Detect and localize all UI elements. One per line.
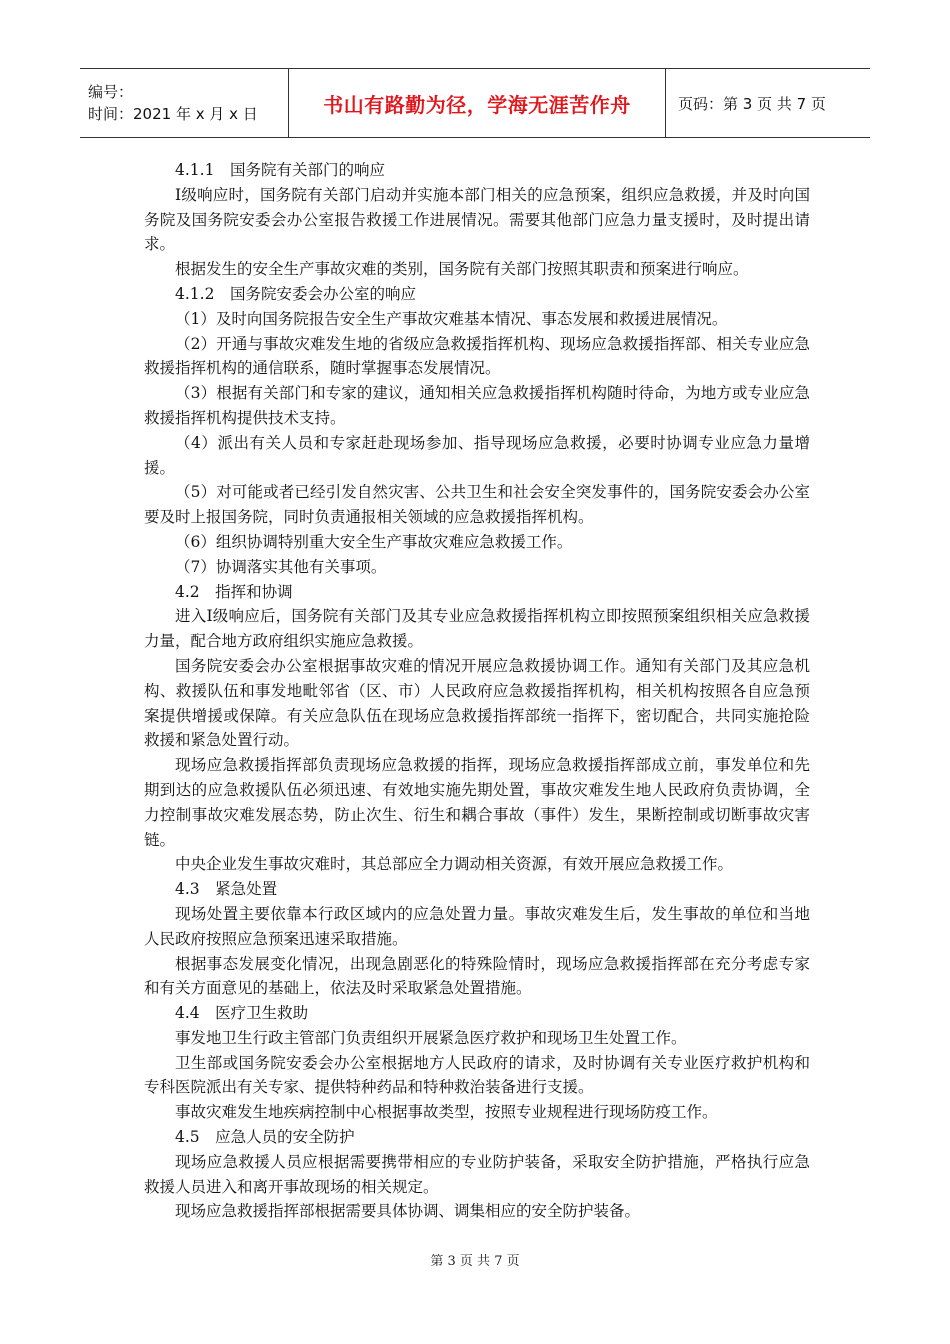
paragraph: 现场应急救援指挥部负责现场应急救援的指挥，现场应急救援指挥部成立前，事发单位和先期到达的应急救援队伍必须迅速、有效地实施先期处置，事故灾难发生地人民政府负责协调，全力控制事故灾难发展态势，防止次生、衍生和耦合事故（事件）发生，果断控制或切断事故灾害链。	[144, 756, 810, 849]
page-header	[80, 68, 870, 138]
header-motto: 书山有路勤为径，学海无涯苦作舟	[323, 92, 631, 117]
paragraph: 国务院安委会办公室根据事故灾难的情况开展应急救援协调工作。通知有关部门及其应急机构、救援队伍和事发地毗邻省（区、市）人民政府应急救援指挥机构，相关机构按照各自应急预案提供增援或保障。有关应急队伍在现场应急救援指挥部统一指挥下，密切配合，共同实施抢险救援和紧急处置行动。	[144, 656, 810, 750]
section-heading: 4.5 应急人员的安全防护	[175, 1128, 355, 1147]
paragraph: 根据事态发展变化情况，出现急剧恶化的特殊险情时，现场应急救援指挥部在充分考虑专家和有关方面意见的基础上，依法及时采取紧急处置措施。	[144, 954, 810, 998]
list-item: （4）派出有关人员和专家赶赴现场参加、指导现场应急救援，必要时协调专业应急力量增援。	[144, 433, 810, 477]
document-code: 编号：	[88, 83, 134, 101]
paragraph: Ⅰ级响应时，国务院有关部门启动并实施本部门相关的应急预案，组织应急救援，并及时向国务院及国务院安委会办公室报告救援工作进展情况。需要其他部门应急力量支援时，及时提出请求。	[144, 185, 810, 254]
section-heading: 4.3 紧急处置	[175, 880, 278, 899]
list-item: （5）对可能或者已经引发自然灾害、公共卫生和社会安全突发事件的，国务院安委会办公室要及时上报国务院，同时负责通报相关领域的应急救援指挥机构。	[144, 483, 810, 527]
list-item: （1）及时向国务院报告安全生产事故灾难基本情况、事态发展和救援进展情况。	[175, 309, 728, 328]
section-heading: 4.1.1 国务院有关部门的响应	[175, 161, 385, 179]
list-item: （2）开通与事故灾难发生地的省级应急救援指挥机构、现场应急救援指挥部、相关专业应急救援指挥机构的通信联系，随时掌握事态发展情况。	[144, 334, 810, 378]
page-footer: 第 3 页 共 7 页	[430, 1254, 520, 1269]
list-item: （6）组织协调特别重大安全生产事故灾难应急救援工作。	[175, 532, 573, 551]
paragraph: 根据发生的安全生产事故灾难的类别，国务院有关部门按照其职责和预案进行响应。	[175, 260, 749, 279]
list-item: （7）协调落实其他有关事项。	[175, 557, 387, 576]
document-date: 时间：2021 年 x 月 x 日	[88, 105, 258, 123]
list-item: （3）根据有关部门和专家的建议，通知相关应急救援指挥机构随时待命，为地方或专业应急救援指挥机构提供技术支持。	[144, 384, 810, 427]
paragraph: 事故灾难发生地疾病控制中心根据事故类型，按照专业规程进行现场防疫工作。	[175, 1103, 718, 1122]
paragraph: 事发地卫生行政主管部门负责组织开展紧急医疗救护和现场卫生处置工作。	[175, 1028, 687, 1047]
section-heading: 4.2 指挥和协调	[175, 582, 293, 601]
paragraph: 现场应急救援指挥部根据需要具体协调、调集相应的安全防护装备。	[175, 1202, 641, 1221]
paragraph: 现场应急救援人员应根据需要携带相应的专业防护装备，采取安全防护措施，严格执行应急救援人员进入和离开事故现场的相关规定。	[144, 1152, 810, 1196]
section-heading: 4.1.2 国务院安委会办公室的响应	[175, 284, 416, 303]
document-body	[144, 158, 810, 1224]
header-meta	[80, 69, 289, 137]
paragraph: 中央企业发生事故灾难时，其总部应全力调动相关资源，有效开展应急救援工作。	[175, 855, 734, 874]
paragraph: 进入Ⅰ级响应后，国务院有关部门及其专业应急救援指挥机构立即按照预案组织相关应急救援力量，配合地方政府组织实施应急救援。	[144, 607, 810, 651]
section-heading: 4.4 医疗卫生救助	[175, 1004, 309, 1023]
paragraph: 卫生部或国务院安委会办公室根据地方人民政府的请求，及时协调有关专业医疗救护机构和专科医院派出有关专家、提供特种药品和特种救治装备进行支援。	[144, 1053, 810, 1097]
paragraph: 现场处置主要依靠本行政区域内的应急处置力量。事故灾难发生后，发生事故的单位和当地人民政府按照应急预案迅速采取措施。	[144, 904, 810, 948]
header-motto-cell	[289, 69, 666, 137]
header-page-number: 页码：第 3 页 共 7 页	[678, 94, 826, 113]
